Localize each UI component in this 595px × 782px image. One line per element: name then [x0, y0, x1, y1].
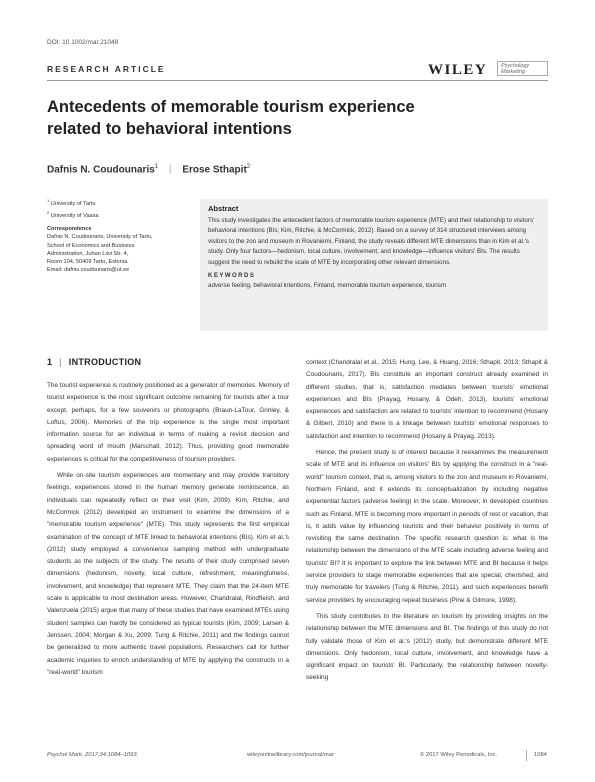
correspondence-line: Administration, Juhan Liivi Str. 4, [47, 250, 129, 257]
author-sup: 1 [154, 164, 159, 170]
keywords-label: KEYWORDS [208, 273, 256, 280]
body-paragraph: Hence, the present study is of interest because it reexamines the measurement scale of MTE and its influence on visitors' BIs by applying the construct in a "real-world" tourism context, that is, among visitors to the zoo and museum in Rovaniemi, Northern Finland, and it extends its conceptualization by including negative experiential factors (adverse feeling) in the scale. Moreover, in developed countries such as Finland, MTE is becoming more important in periods of rest or vacation, that is, it adds value by influencing tourists and their behavior positively in terms of revisiting the same destination. The specific research question is: what is the relationship between the dimensions of the MTE scale including adverse feeling and tourists' BI? It is important to explore the link between MTE and BI because it helps service providers to stage memorable experiences that are special, cherished, and truly memorable for travelers (Tung & Ritchie, 2011), and such experiences benefit service providers by encouraging repeat business (Pine & Gilmore, 1998). [306, 449, 548, 604]
abstract-heading: Abstract [208, 204, 239, 213]
publisher-logo: WILEY [428, 62, 488, 78]
author-name: Dafnis N. Coudounaris [47, 164, 155, 176]
body-column-left [47, 380, 289, 679]
affiliation-text: University of Tartu [50, 200, 96, 207]
footer-divider [526, 750, 527, 761]
affiliation-panel [47, 197, 193, 274]
body-paragraph: The tourist experience is routinely positioned as a generator of memories. Memory of tourist experience is the most significant outcome remaining for tourists after a tour except, perhaps, for a few souvenirs or photographs (Braun-LaTour, Grinley, & Loftus, 2006). Memories of the trip experience is the single most important information source for an individual in terms of making a revisit decision and spreading word of mouth (Marschall, 2012). Thus, providing good memorable experiences is critical for the competitiveness of tourism providers. [47, 382, 289, 463]
affiliation-sup: 1 [47, 198, 50, 203]
body-paragraph: This study contributes to the literature on tourism by providing insights on the relationship between the MTE dimensions and BI. The findings of this study do not fully validate those of Kim et al.'s (2012) study, but demonstrate different MTE dimensions. Only hedonism, local culture, involvement, and knowledge have a significant impact on tourists' BI. Particularly, the relationship between novelty-seeking [306, 612, 548, 682]
section-title: INTRODUCTION [68, 357, 142, 367]
footer-url[interactable]: wileyonlinelibrary.com/journal/mar [247, 752, 334, 758]
abstract-text: This study investigates the antecedent factors of memorable tourism experience (MTE) and their relationship to visitors' behavioral intentions (BIs; Kim, Ritchie, & McCormick, 2012). Based on a survey of 314 structured interviews among visitors to the zoo and museum in Rovaniemi, Finland, the study reveals different MTE dimensions than in Kim et al.'s study. Only four factors—hedonism, local culture, involvement, and knowledge—influence visitors' BIs. The results suggest the need to rebuild the scale of MTE by incorporating other relevant dimensions. [208, 217, 535, 266]
affiliation [47, 197, 193, 208]
author-sup: 2 [246, 164, 251, 170]
journal-logo: Psychology Marketing [497, 61, 548, 76]
author-list [47, 164, 250, 175]
section-number: 1 [47, 357, 53, 367]
author-name: Erose Sthapit [182, 164, 247, 176]
article-title: Antecedents of memorable tourism experience related to behavioral intentions [47, 98, 415, 138]
correspondence-line: School of Economics and Business [47, 242, 135, 249]
keywords-text: adverse feeling, behavioral intentions, Finland, memorable tourism experience, tourism [208, 282, 446, 290]
author-separator: | [168, 164, 172, 176]
header-divider [47, 80, 548, 81]
affiliation [47, 209, 193, 220]
article-type: RESEARCH ARTICLE [47, 64, 166, 74]
correspondence-email[interactable]: Email: dafnis.coudounaris@ut.ee [47, 267, 130, 274]
footer-citation: Psychol Mark. 2017;34:1084–1093. [47, 752, 139, 758]
correspondence-line: Dafnis N. Coudounaris, University of Tartu, [47, 234, 153, 241]
affiliation-sup: 2 [47, 210, 50, 216]
correspondence-line: Room 104, 50409 Tartu, Estonia. [47, 258, 129, 265]
correspondence-label: Correspondence [47, 226, 92, 233]
body-column-right [306, 357, 548, 685]
page-number: 1084 [534, 752, 547, 758]
section-separator: | [59, 357, 62, 367]
affiliation-text: University of Vaasa [50, 212, 99, 219]
body-paragraph: context (Chandralal et al., 2015; Hung, Lee, & Huang, 2016; Sthapit, 2013; Sthapit & Coudounaris, 2017). BIs constitute an important construct already examined in different studies, that is, satisfaction mediates between tourists' emotional experiences and BIs (Prayag, Hosany, & Odeh, 2013), tourists' emotional experiences and satisfaction are related to tourists' intention to recommend (Hosany & Gilbert, 2010) and there is a linkage between tourists' emotional responses to satisfaction and intention to recommend (Hosany & Prayag, 2013). [306, 359, 548, 440]
body-paragraph: While on-site tourism experiences are momentary and may provide transitory feelings, experiences stored in the human memory generate reminiscence, as individuals can repeatedly reflect on their visit (Kim, 2009). Kim, Ritchie, and McCormick (2012) developed an instrument to examine the dimensions of a "memorable tourism experience" (MTE). This study represents the first empirical examination of the concept of MTE linked to behavioral intentions (BIs). Kim et al.'s (2012) study employed a convenience sampling method with undergraduate students as the subjects of the study. The results of their study comprised seven dimensions (hedonism, novelty, local culture, refreshment, meaningfulness, involvement, and knowledge) that represent MTE. They claim that the 24-item MTE scale is applicable to most destination areas. However, Chandralal, Rindfleish, and Valenzuela (2015) argue that many of these studies that have examined MTEs using student samples can hardly be considered as typical tourists (Kim, 2009; Larsen & Jenssen, 2004; Morgan & Xu, 2009; Tung & Ritchie, 2011) and the findings cannot be generalized to more authentic travel populations. Researchers call for further academic inquiries to enrich understanding of MTE by applying the constructs in a "real-world" tourism [47, 472, 289, 676]
abstract-box [200, 199, 548, 331]
doi: DOI: 10.1002/mar.21048 [47, 39, 119, 46]
section-heading [47, 357, 141, 367]
footer-copyright: © 2017 Wiley Periodicals, Inc. [420, 752, 498, 758]
